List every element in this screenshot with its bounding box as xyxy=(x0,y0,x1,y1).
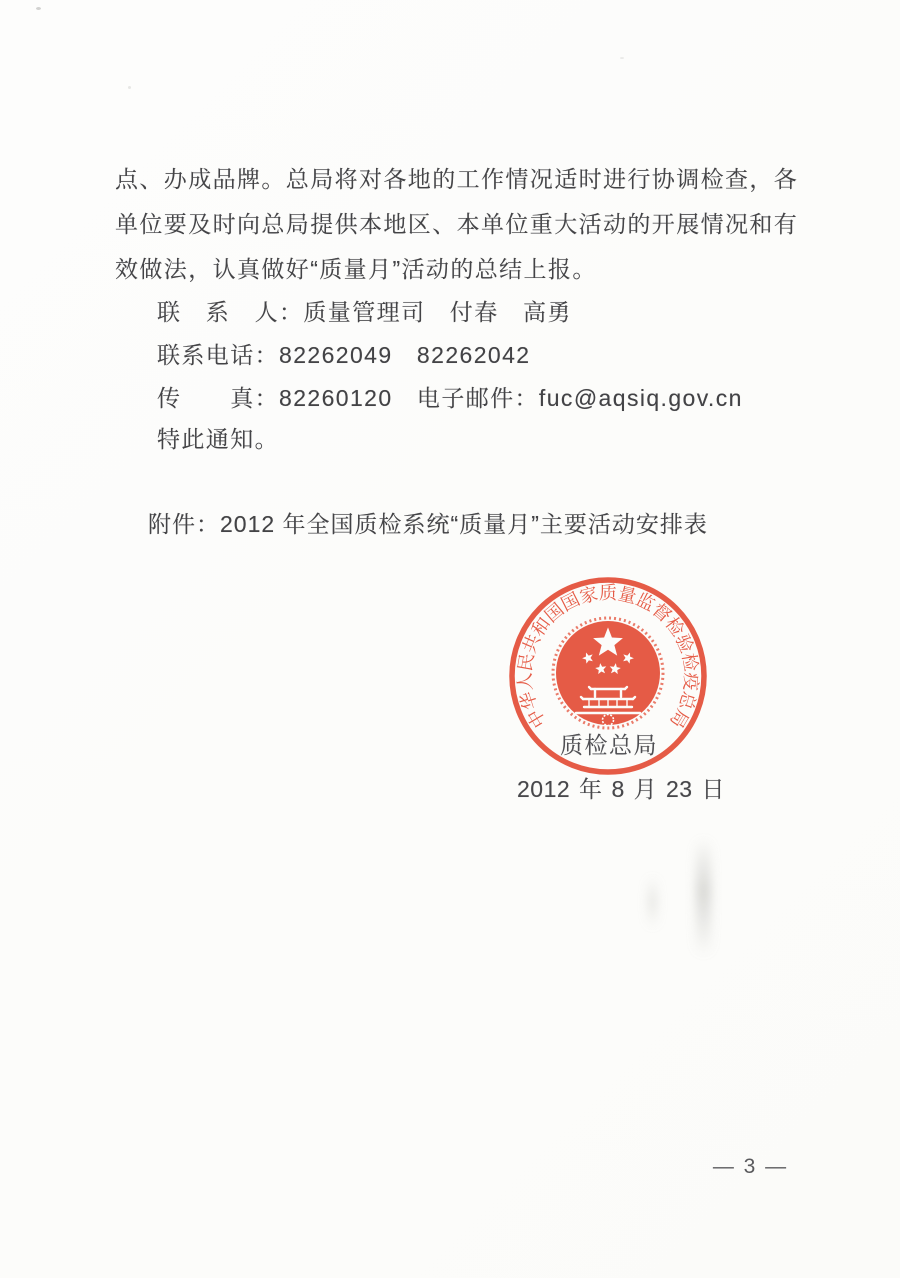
contact-fax-email-line: 传 真：82260120 电子邮件：fuc@aqsiq.gov.cn xyxy=(157,385,743,411)
scan-streak xyxy=(648,876,657,928)
scan-speck xyxy=(620,57,624,59)
national-emblem-icon xyxy=(553,618,663,728)
body-paragraph-line: 效做法，认真做好“质量月”活动的总结上报。 xyxy=(115,256,597,282)
notice-closing-line: 特此通知。 xyxy=(157,426,279,452)
body-paragraph-line: 点、办成品牌。总局将对各地的工作情况适时进行协调检查，各 xyxy=(115,166,799,192)
agency-name: 质检总局 xyxy=(560,732,658,758)
contact-person-line: 联 系 人：质量管理司 付春 高勇 xyxy=(157,299,572,325)
scan-speck xyxy=(128,86,131,89)
contact-phone-line: 联系电话：82262049 82262042 xyxy=(157,342,531,368)
page-number: — 3 — xyxy=(712,1155,789,1178)
scan-speck xyxy=(36,7,41,10)
body-paragraph-line: 单位要及时向总局提供本地区、本单位重大活动的开展情况和有 xyxy=(115,211,799,237)
official-seal xyxy=(503,571,713,781)
seal-ring-text: 中华人民共和国国家质量监督检验检疫总局 xyxy=(514,583,702,732)
issue-date: 2012 年 8 月 23 日 xyxy=(517,776,725,802)
scan-streak xyxy=(696,838,711,956)
attachment-line: 附件：2012 年全国质检系统“质量月”主要活动安排表 xyxy=(148,511,708,537)
